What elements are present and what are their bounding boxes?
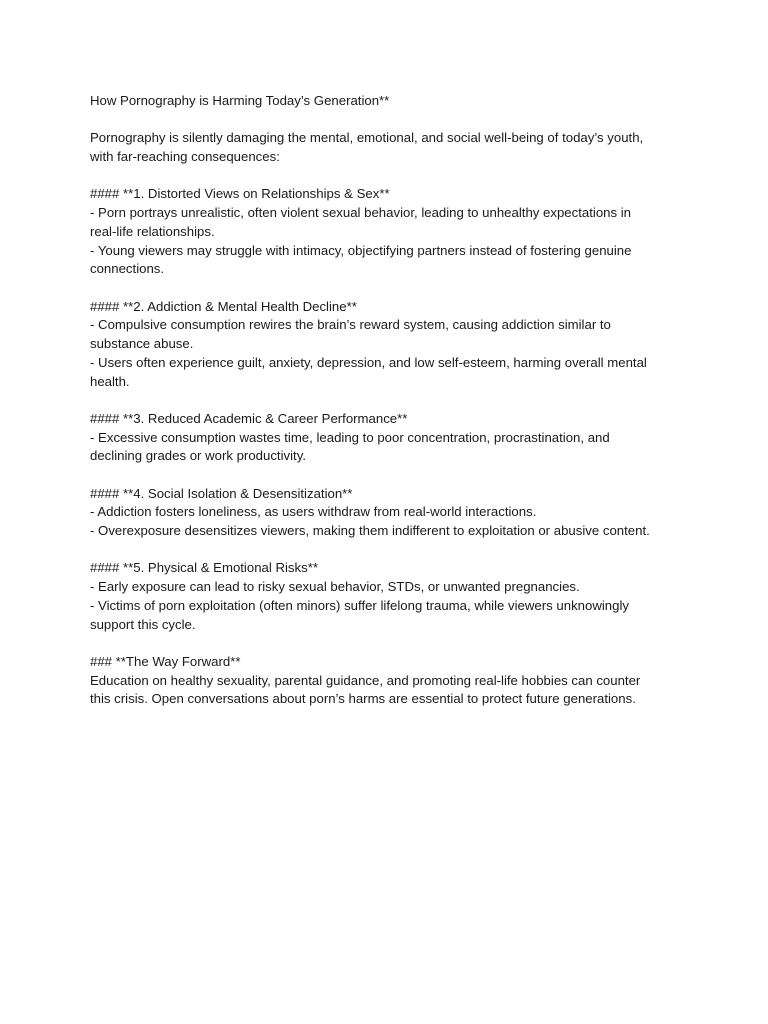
- paragraph-spacer: [90, 391, 690, 410]
- section-way-forward: [90, 653, 690, 709]
- section-line: - Victims of porn exploitation (often minors) suffer lifelong trauma, while viewers unknowingly: [90, 597, 629, 613]
- section-line: - Early exposure can lead to risky sexual behavior, STDs, or unwanted pregnancies.: [90, 579, 580, 595]
- paragraph-spacer: [90, 111, 690, 130]
- document-page: [90, 92, 690, 709]
- section-heading: #### **5. Physical & Emotional Risks**: [90, 560, 318, 576]
- section-line: - Young viewers may struggle with intimacy, objectifying partners instead of fostering genuine: [90, 242, 632, 258]
- section-addiction: [90, 298, 690, 392]
- section-line: - Compulsive consumption rewires the brain’s reward system, causing addiction similar to: [90, 317, 611, 333]
- intro-paragraph: [90, 129, 690, 166]
- section-physical-risks: [90, 559, 690, 634]
- section-line: Education on healthy sexuality, parental guidance, and promoting real-life hobbies can counter: [90, 672, 641, 688]
- section-heading: #### **4. Social Isolation & Desensitization**: [90, 485, 353, 501]
- paragraph-spacer: [90, 466, 690, 485]
- section-line: - Users often experience guilt, anxiety, depression, and low self-esteem, harming overall mental: [90, 354, 647, 370]
- section-line: - Overexposure desensitizes viewers, making them indifferent to exploitation or abusive content.: [90, 523, 650, 539]
- section-line: real-life relationships.: [90, 223, 215, 239]
- section-line: declining grades or work productivity.: [90, 448, 306, 464]
- section-social-isolation: [90, 485, 690, 541]
- intro-line: with far-reaching consequences:: [90, 149, 280, 165]
- section-line: substance abuse.: [90, 336, 194, 352]
- section-heading: #### **2. Addiction & Mental Health Decline**: [90, 298, 357, 314]
- section-line: health.: [90, 373, 130, 389]
- section-academic-performance: [90, 410, 690, 466]
- section-line: - Porn portrays unrealistic, often violent sexual behavior, leading to unhealthy expectations in: [90, 205, 632, 221]
- paragraph-spacer: [90, 541, 690, 560]
- section-line: support this cycle.: [90, 616, 196, 632]
- section-distorted-views: [90, 185, 690, 279]
- paragraph-spacer: [90, 279, 690, 298]
- intro-line: Pornography is silently damaging the mental, emotional, and social well-being of today’s youth,: [90, 130, 644, 146]
- section-heading: ### **The Way Forward**: [90, 653, 241, 669]
- section-heading: #### **1. Distorted Views on Relationships & Sex**: [90, 186, 390, 202]
- document-title: How Pornography is Harming Today’s Generation**: [90, 93, 390, 108]
- section-line: this crisis. Open conversations about porn’s harms are essential to protect future generations.: [90, 691, 636, 707]
- section-line: - Excessive consumption wastes time, leading to poor concentration, procrastination, and: [90, 429, 610, 445]
- paragraph-spacer: [90, 167, 690, 186]
- section-heading: #### **3. Reduced Academic & Career Performance**: [90, 410, 408, 426]
- section-line: - Addiction fosters loneliness, as users withdraw from real-world interactions.: [90, 504, 537, 520]
- section-line: connections.: [90, 261, 165, 277]
- paragraph-spacer: [90, 634, 690, 653]
